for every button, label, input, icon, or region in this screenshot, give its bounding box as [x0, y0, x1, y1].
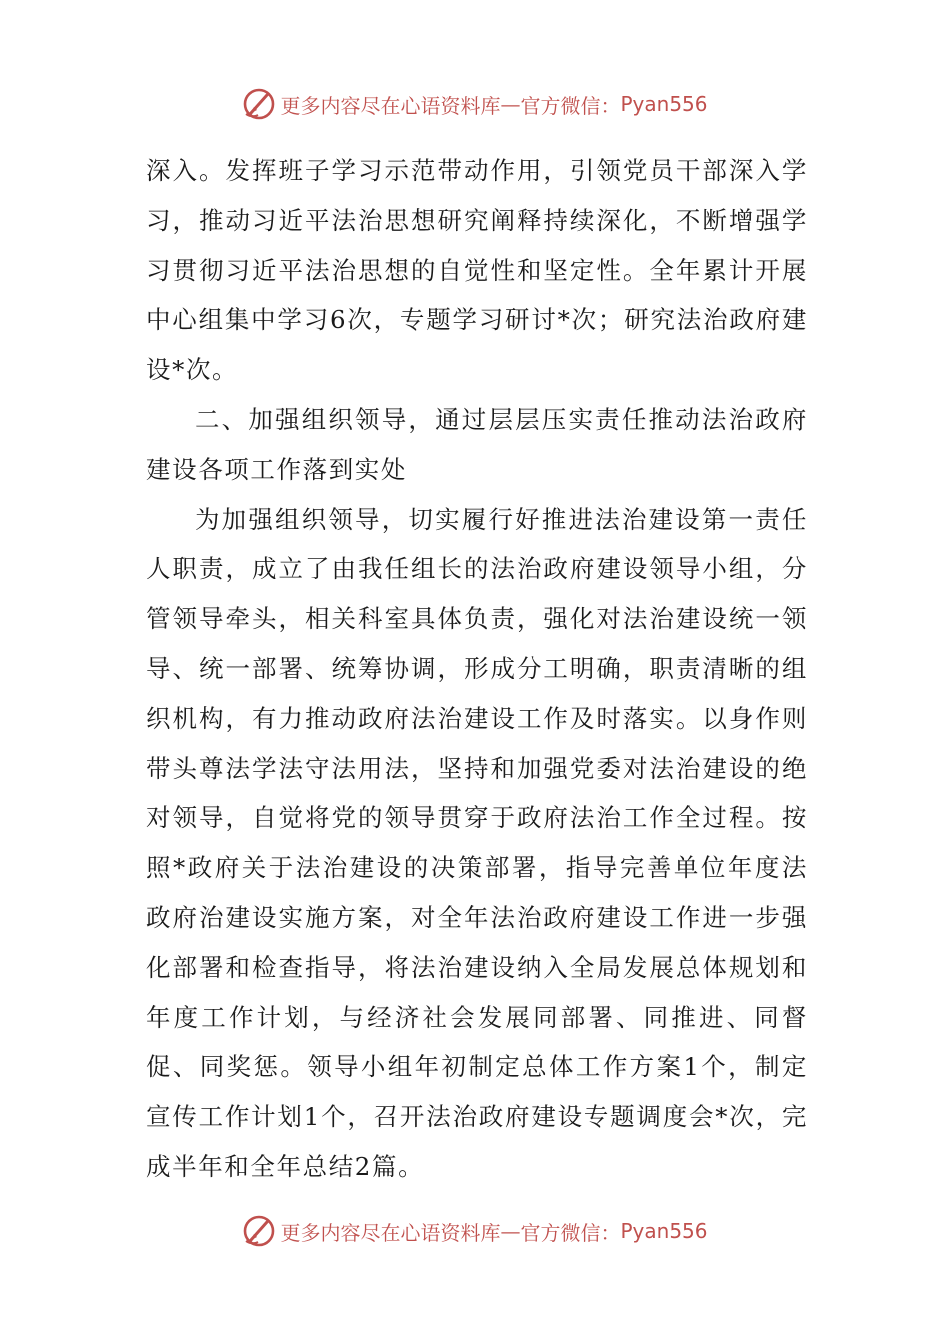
- banner-main-text: 更多内容尽在心语资料库: [280, 93, 501, 118]
- pen-circle-logo-icon: [242, 87, 276, 121]
- document-body: [146, 146, 808, 1192]
- banner-official-label: 官方微信：: [520, 1220, 621, 1245]
- banner-main-text: 更多内容尽在心语资料库: [280, 1220, 501, 1245]
- footer-banner: [0, 1211, 950, 1251]
- paragraph-continuation: 深入。发挥班子学习示范带动作用，引领党员干部深入学习，推动习近平法治思想研究阐释持续深化，不断增强学习贯彻习近平法治思想的自觉性和坚定性。全年累计开展中心组集中学习6次，专题学习研讨*次；研究法治政府建设*次。: [146, 156, 808, 385]
- paragraph-organization-leadership: 为加强组织领导，切实履行好推进法治建设第一责任人职责，成立了由我任组长的法治政府建设领导小组，分管领导牵头，相关科室具体负责，强化对法治建设统一领导、统一部署、统筹协调，形成分工明确，职责清晰的组织机构，有力推动政府法治建设工作及时落实。以身作则带头尊法学法守法用法，坚持和加强党委对法治建设的绝对领导，自觉将党的领导贯穿于政府法治工作全过程。按照*政府关于法治建设的决策部署，指导完善单位年度法政府治建设实施方案，对全年法治政府建设工作进一步强化部署和检查指导，将法治建设纳入全局发展总体规划和年度工作计划，与经济社会发展同部署、同推进、同督促、同奖惩。领导小组年初制定总体工作方案1个，制定宣传工作计划1个，召开法治政府建设专题调度会*次，完成半年和全年总结2篇。: [146, 504, 808, 1181]
- banner-dash: —: [500, 92, 521, 116]
- banner-official-label: 官方微信：: [520, 93, 621, 118]
- pen-circle-logo-icon: [242, 1214, 276, 1248]
- section-heading: 二、加强组织领导，通过层层压实责任推动法治政府建设各项工作落到实处: [146, 404, 808, 484]
- banner-dash: —: [500, 1219, 521, 1243]
- header-banner: [0, 84, 950, 124]
- banner-wechat-id: Pyan556: [620, 92, 708, 116]
- banner-wechat-id: Pyan556: [620, 1219, 708, 1243]
